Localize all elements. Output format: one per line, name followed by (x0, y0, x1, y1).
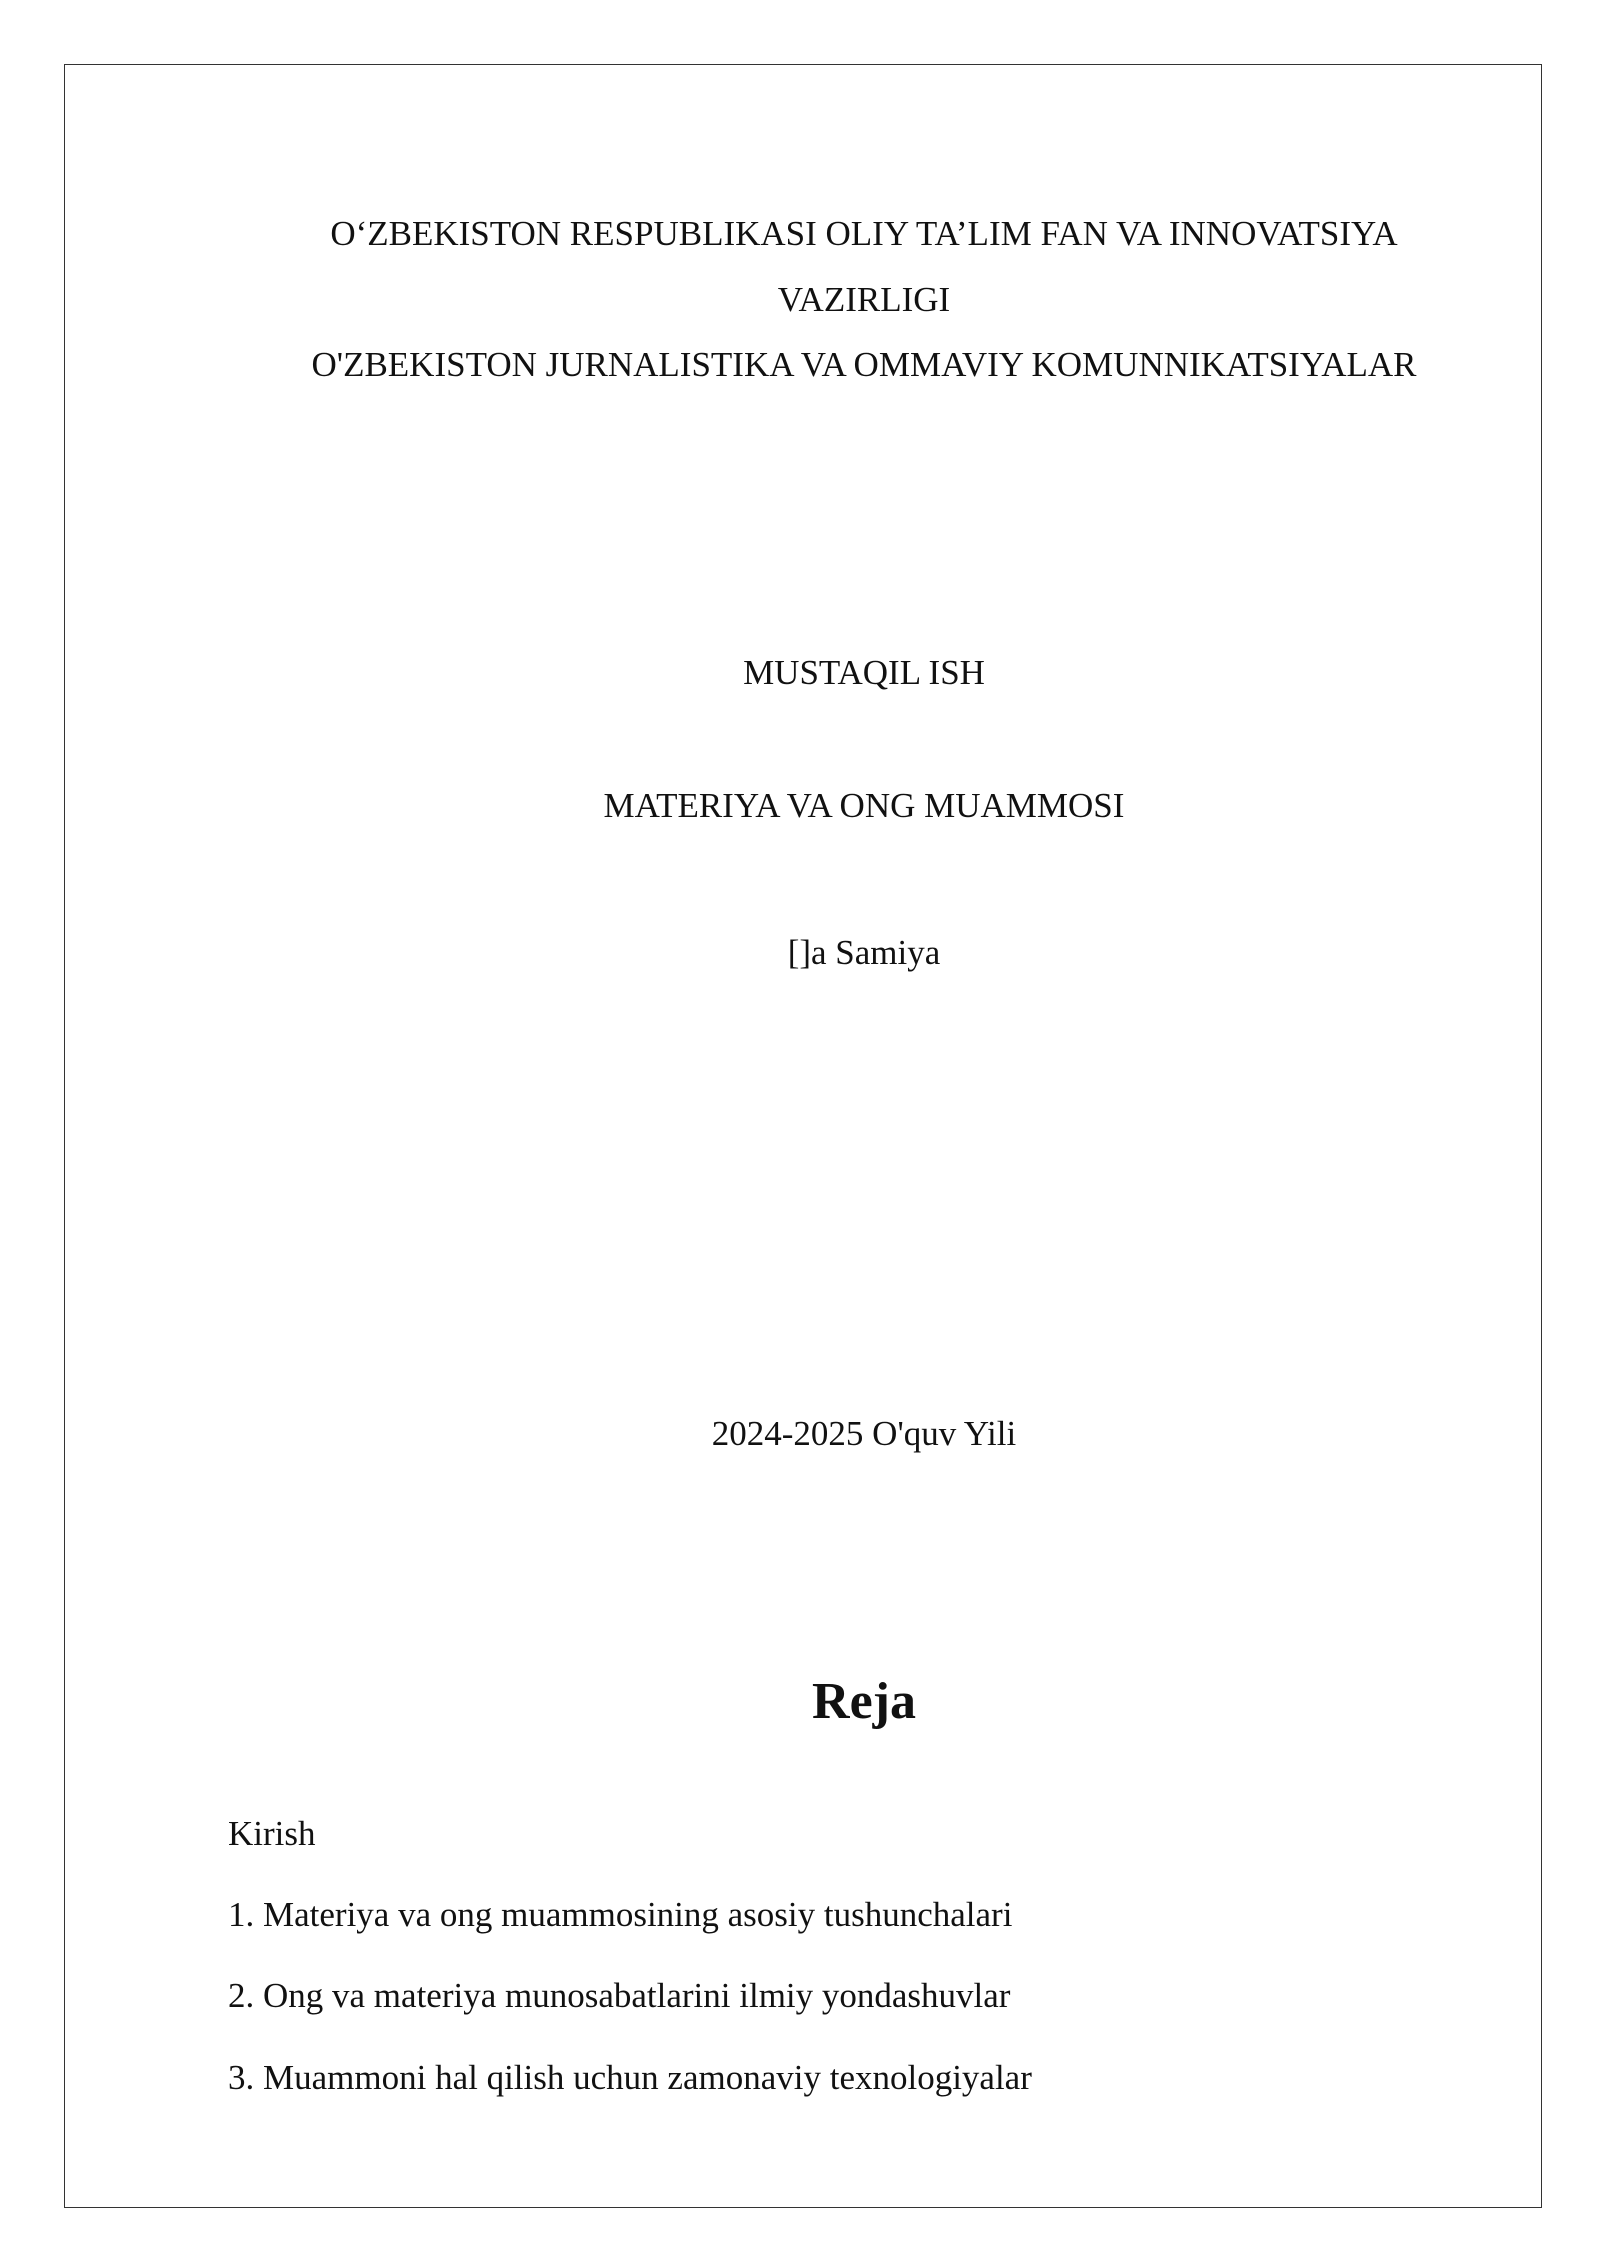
page-border (64, 64, 1542, 2208)
ministry-line-2: VAZIRLIGI (777, 280, 951, 319)
ministry-line-1: O‘ZBEKISTON RESPUBLIKASI OLIY TA’LIM FAN VA INNOVATSIYA (330, 214, 1398, 253)
university-name: O'ZBEKISTON JURNALISTIKA VA OMMAVIY KOMUNNIKATSIYALAR (311, 345, 1417, 384)
plan-item-1: 1. Materiya va ong muammosining asosiy tushunchalari (228, 1895, 1013, 1934)
plan-item-2: 2. Ong va materiya munosabatlarini ilmiy yondashuvlar (228, 1976, 1011, 2015)
topic-title: MATERIYA VA ONG MUAMMOSI (603, 786, 1125, 825)
academic-year: 2024-2025 O'quv Yili (711, 1414, 1017, 1453)
work-type: MUSTAQIL ISH (743, 653, 985, 692)
plan-heading: Reja (812, 1673, 916, 1730)
plan-item-3: 3. Muammoni hal qilish uchun zamonaviy texnologiyalar (228, 2058, 1032, 2097)
author-name: []a Samiya (787, 933, 941, 972)
plan-item-intro: Kirish (228, 1814, 316, 1853)
